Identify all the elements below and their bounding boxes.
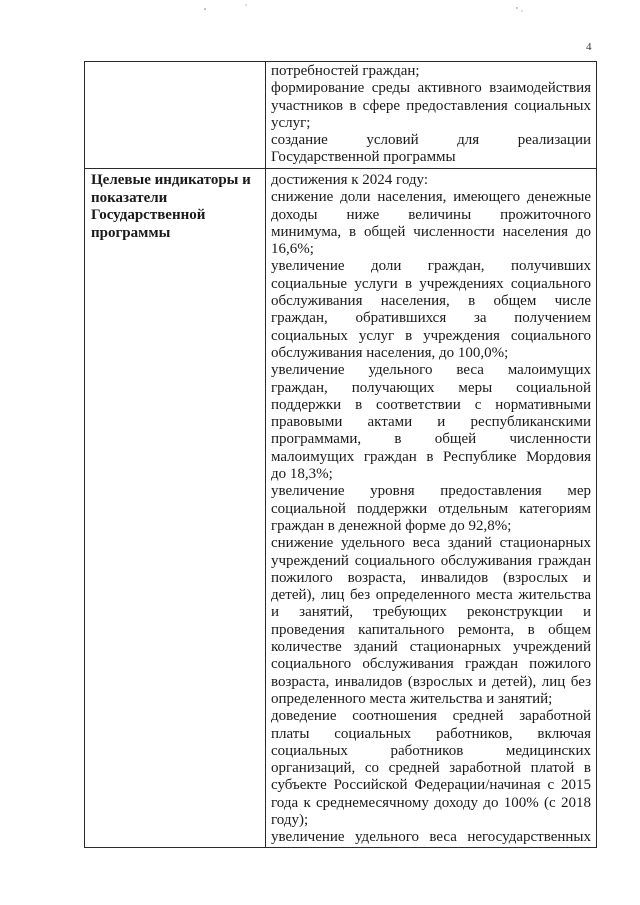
text-line: минимума, в общей численности населения до xyxy=(271,223,591,240)
text-line: определенного места жительства и занятий; xyxy=(271,690,553,707)
text-line: программами, в общей численности xyxy=(271,431,591,448)
goals-cell xyxy=(271,63,591,167)
text-line: года к среднемесячному доходу до 100% (с 2018 xyxy=(271,794,591,811)
text-line: году); xyxy=(271,811,309,828)
text-line: количестве зданий стационарных учреждений xyxy=(271,639,591,656)
text-line: социальной поддержки отдельным категориям xyxy=(271,500,591,517)
scan-artifacts xyxy=(0,0,640,20)
indicator-paragraph xyxy=(271,362,591,483)
text-line: организаций, со средней заработной платой в xyxy=(271,760,591,777)
text-line: проведения капитального ремонта, в общем xyxy=(271,621,591,638)
row-divider xyxy=(85,168,596,169)
page-number: 4 xyxy=(586,41,592,53)
text-line: граждан, получающих меры социальной xyxy=(271,379,591,396)
text-line: социальных работников медицинских xyxy=(271,742,591,759)
text-line: снижение удельного веса зданий стационарных xyxy=(271,535,591,552)
text-line: доведение соотношения средней заработной xyxy=(271,708,591,725)
indicator-paragraph xyxy=(271,535,591,708)
text-line: малоимущих граждан в Республике Мордовия xyxy=(271,448,591,465)
indicator-paragraph xyxy=(271,172,591,189)
text-line: пожилого возраста, инвалидов (взрослых и xyxy=(271,569,591,586)
text-line: социальных услуг в учреждения социального xyxy=(271,327,591,344)
text-line: увеличение удельного веса малоимущих xyxy=(271,362,591,379)
text-line: и занятий, требующих реконструкции и xyxy=(271,604,591,621)
text-line: 16,6%; xyxy=(271,241,314,258)
text-line: обслуживания населения, в общем числе xyxy=(271,293,591,310)
text-line: увеличение уровня предоставления мер xyxy=(271,483,591,500)
text-line: участников в сфере предоставления социальных xyxy=(271,97,591,114)
text-line: правовыми актами и республиканскими xyxy=(271,414,591,431)
text-line: формирование среды активного взаимодействия xyxy=(271,80,591,97)
text-line: граждан в денежной форме до 92,8%; xyxy=(271,517,512,534)
text-line: увеличение доли граждан, получивших xyxy=(271,258,591,275)
program-passport-table xyxy=(84,61,597,848)
text-line: обслуживания населения, до 100,0%; xyxy=(271,344,509,361)
text-line: доходы ниже величины прожиточного xyxy=(271,206,591,223)
text-line: услуг; xyxy=(271,114,311,131)
text-line: детей), лиц без определенного места жительства xyxy=(271,587,591,604)
text-line: платы социальных работников, включая xyxy=(271,725,591,742)
text-line: создание условий для реализации xyxy=(271,132,591,149)
text-line: достижения к 2024 году: xyxy=(271,172,429,188)
indicator-paragraph xyxy=(271,708,591,829)
text-line: учреждений социального обслуживания граждан xyxy=(271,552,591,569)
indicators-heading: Целевые индикаторы и показатели Государственной программы xyxy=(91,172,251,241)
text-line: поддержки в соответствии с нормативными xyxy=(271,396,591,413)
indicator-paragraph xyxy=(271,258,591,362)
text-line: субъекте Российской Федерации/начиная с 2015 xyxy=(271,777,591,794)
text-line: Государственной программы xyxy=(271,149,456,166)
text-line: возраста, инвалидов (взрослых и детей), лиц без xyxy=(271,673,591,690)
text-line: снижение доли населения, имеющего денежные xyxy=(271,189,591,206)
text-line: граждан, обратившихся за получением xyxy=(271,310,591,327)
indicator-paragraph xyxy=(271,483,591,535)
text-line: социальные услуги в учреждениях социального xyxy=(271,275,591,292)
indicator-paragraph xyxy=(271,189,591,258)
column-divider xyxy=(265,62,266,847)
text-line: увеличение удельного веса негосударственных xyxy=(271,829,591,846)
text-line: потребностей граждан; xyxy=(271,63,420,79)
indicator-paragraph xyxy=(271,829,591,846)
text-line: социального обслуживания граждан пожилого xyxy=(271,656,591,673)
text-line: до 18,3%; xyxy=(271,466,333,483)
indicators-cell xyxy=(271,172,591,847)
